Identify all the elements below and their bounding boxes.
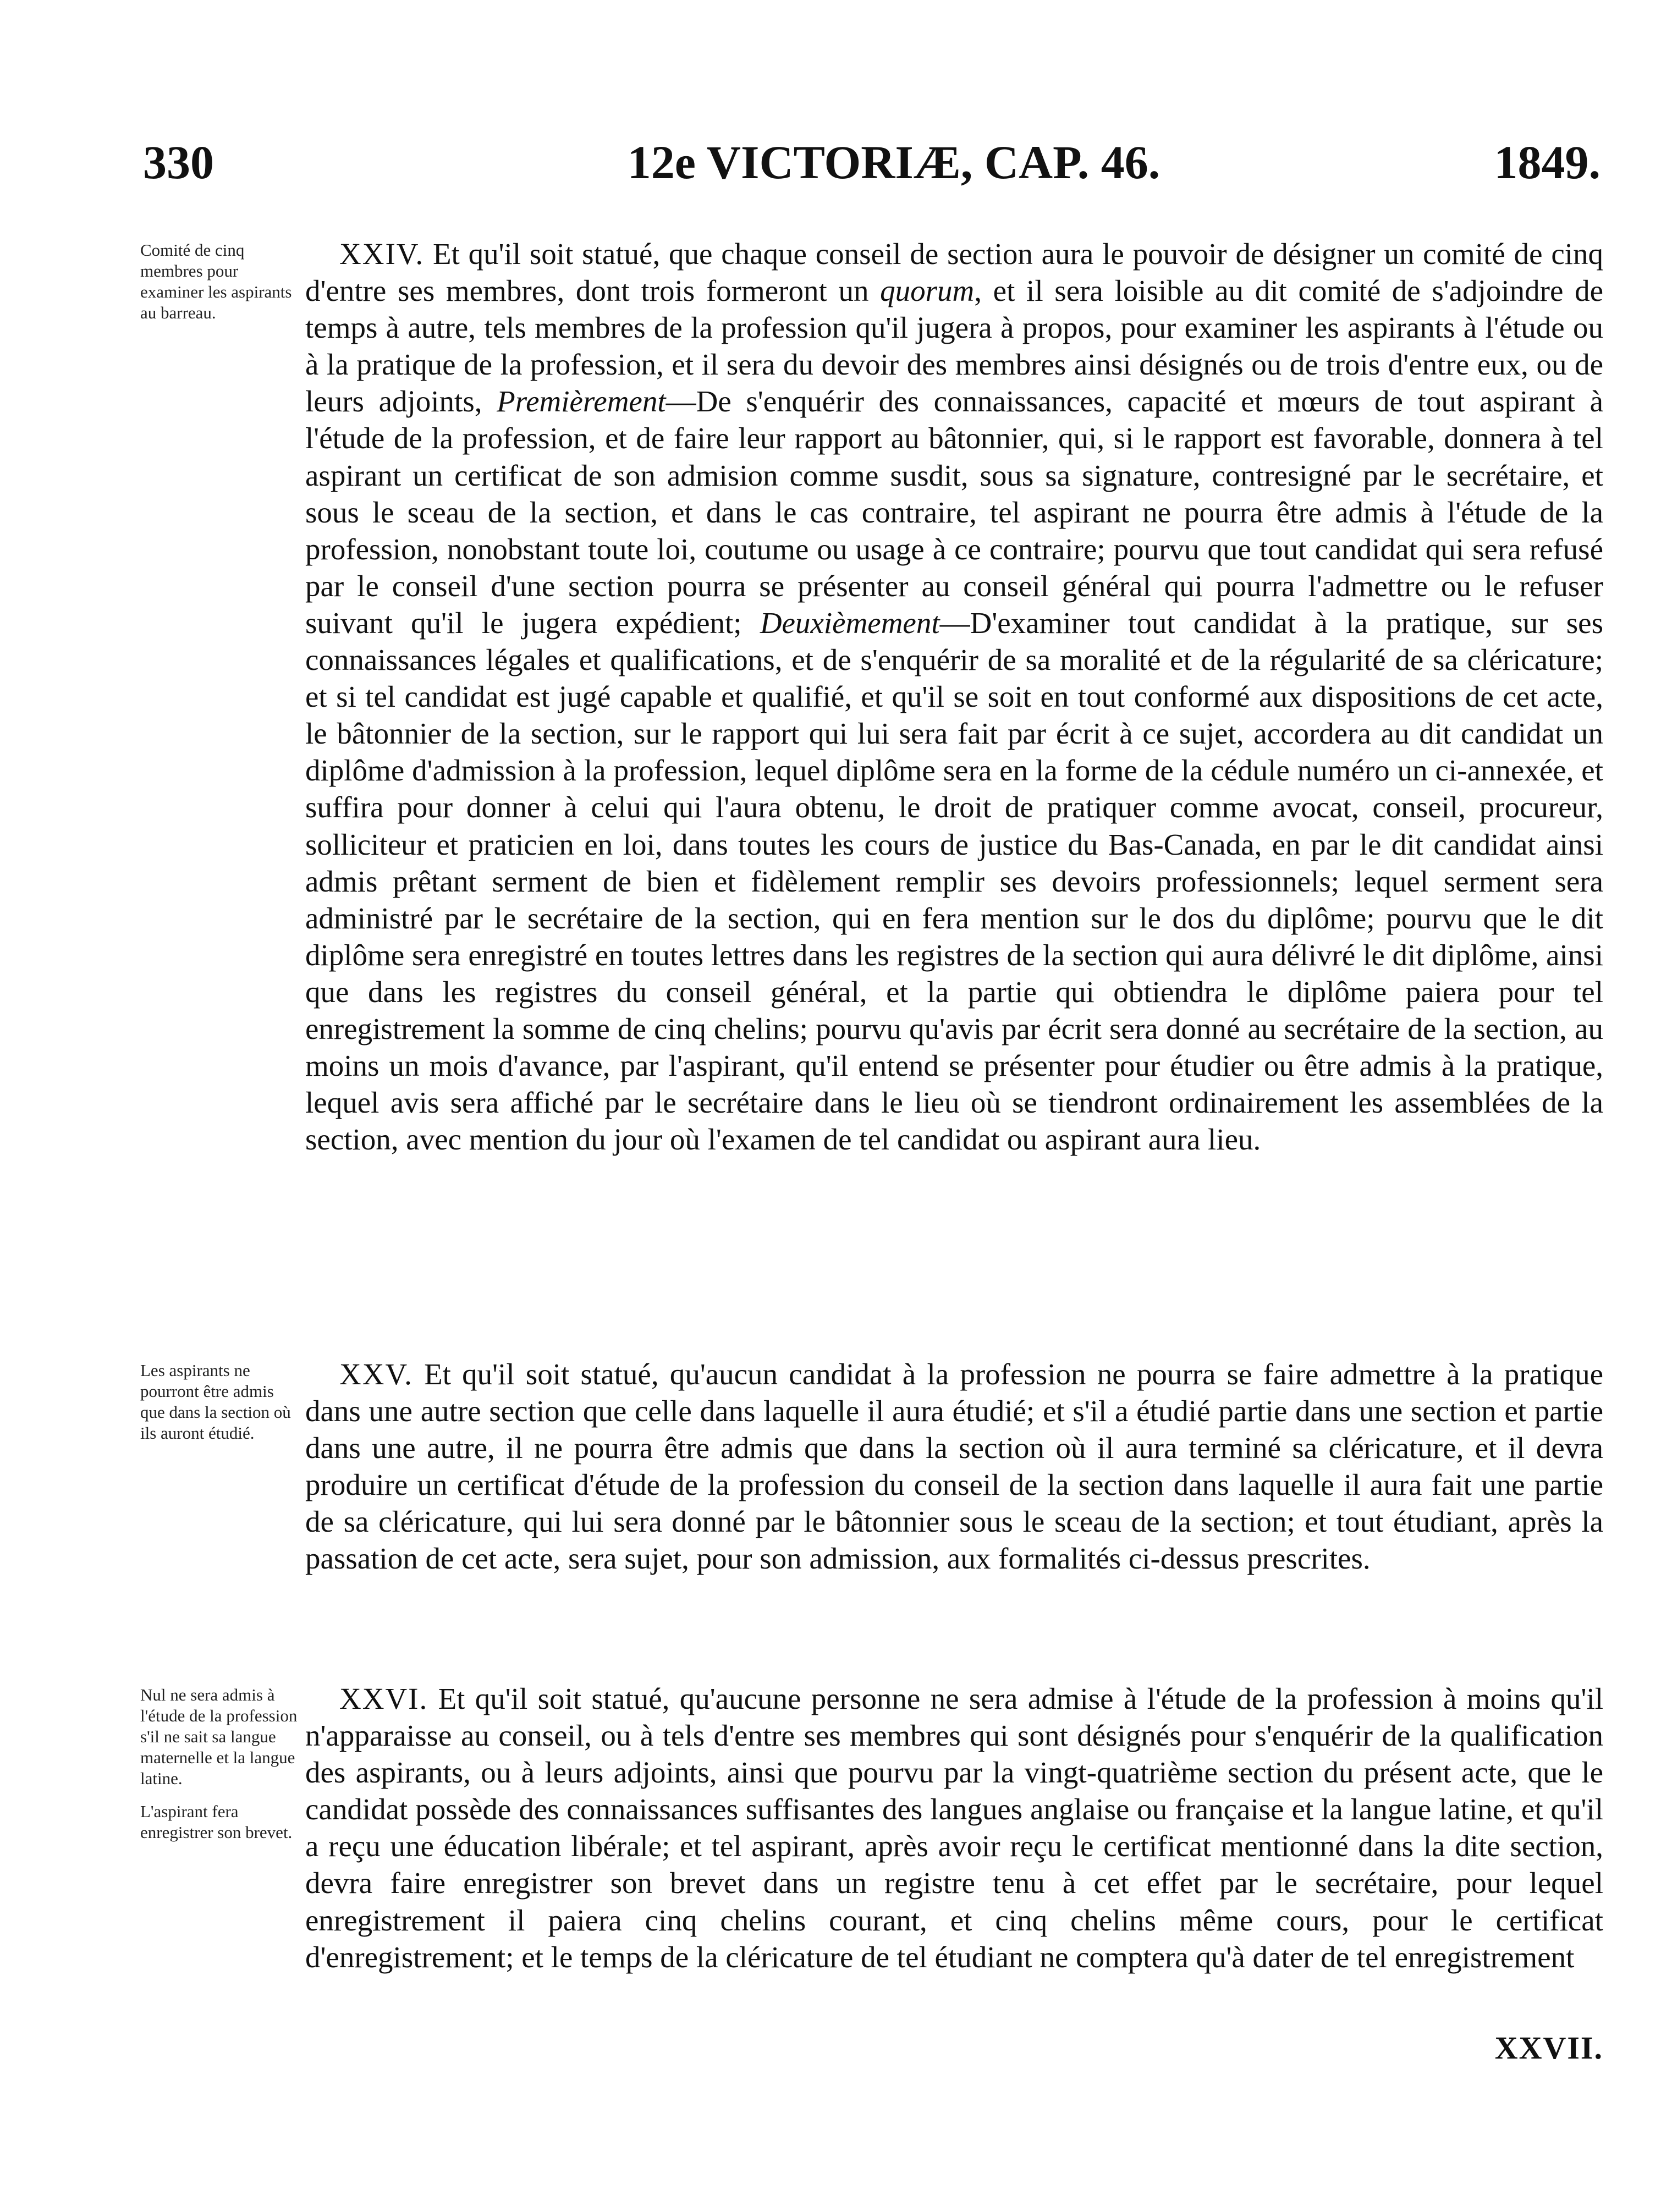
section-number: XXVI. (339, 1682, 428, 1715)
section-text: Et qu'il soit statué, qu'aucun candidat à la profession ne pourra se faire admettre à la pratique dans une autre section que celle dans laquelle il aura étudié; et s'il a étudié partie dans une section et partie dans une autre, il ne pourra être admis que dans la section où il aura terminé sa cléricature, et il devra produire un certificat d'étude de la profession du conseil de la section dans laquelle il aura fait une partie de sa cléricature, qui lui sera donné par le bâtonnier sous le sceau de la section; et tout étudiant, après la passation de cet acte, sera sujet, pour son admission, aux formalités ci-dessus prescrites. (305, 1357, 1603, 1576)
section-body (305, 1680, 1603, 1976)
section-body (305, 235, 1603, 1158)
section-number: XXV. (339, 1357, 413, 1391)
italic-term: Premièrement (497, 384, 666, 419)
section-body (305, 1356, 1603, 1577)
italic-term: Deuxièmement (760, 606, 940, 640)
margin-note-text: Nul ne sera admis à l'étude de la profession s'il ne sait sa langue maternelle et la langue latine. (140, 1685, 298, 1788)
section-text: —D'examiner tout candidat à la pratique, sur ses connaissances légales et qualifications, et de s'enquérir de sa moralité et de la régularité de sa cléricature; et si tel candidat est jugé capable et qualifié, et qu'il se soit en tout conformé aux dispositions de cet acte, le bâtonnier de la section, sur le rapport qui lui sera fait par écrit à ce sujet, accordera au dit candidat un diplôme d'admission à la profession, lequel diplôme sera en la forme de la cédule numéro un ci-annexée, et suffira pour donner à celui qui l'aura obtenu, le droit de pratiquer comme avocat, conseil, procureur, solliciteur et praticien en loi, dans toutes les cours de justice du Bas-Canada, en par le dit candidat ainsi admis prêtant serment de bien et fidèlement remplir ses devoirs professionnels; lequel serment sera administré par le secrétaire de la section, qui en fera mention sur le dos du diplôme; pourvu que le dit diplôme sera enregistré en toutes lettres dans les registres de la section qui aura délivré le dit diplôme, ainsi que dans les registres du conseil général, et la partie qui obtiendra le diplôme paiera pour tel enregistrement la somme de cinq chelins; pourvu qu'avis par écrit sera donné au secrétaire de la section, au moins un mois d'avance, par l'aspirant, qu'il entend se présenter pour étudier ou être admis à la pratique, lequel avis sera affiché par le secrétaire dans le lieu où se tiendront ordinairement les assemblées de la section, avec mention du jour où l'examen de tel candidat ou aspirant aura lieu. (305, 606, 1603, 1157)
margin-note-text: L'aspirant fera enregistrer son brevet. (140, 1802, 293, 1842)
margin-note-text: Comité de cinq membres pour examiner les aspirants au barreau. (140, 240, 292, 322)
catchword: XXVII. (1494, 2030, 1603, 2066)
section-text: Et qu'il soit statué, que chaque conseil de section aura le pouvoir de désigner un comité de cinq d'entre ses membres, dont trois formeront un (305, 237, 1604, 308)
section-text: , et il sera loisible au dit comité de s'adjoindre de temps à autre, tels membres de la profession qu'il jugera à propos, pour examiner les aspirants à l'étude ou à la pratique de la profession, et il sera du devoir des membres ainsi désignés ou de trois d'entre eux, ou de leurs adjoints, (305, 274, 1603, 419)
section-number: XXIV. (339, 237, 425, 271)
margin-note-text: Les aspirants ne pourront être admis que dans la section où ils auront étudié. (140, 1361, 291, 1443)
italic-term: quorum (880, 274, 975, 308)
page-number: 330 (143, 136, 214, 189)
page-header (143, 129, 1601, 195)
section-text: —De s'enquérir des connaissances, capacité et mœurs de tout aspirant à l'étude de la profession, et de faire leur rapport au bâtonnier, qui, si le rapport est favorable, donnera à tel aspirant un certificat de son admision comme susdit, sous sa signature, contresigné par le secrétaire, et sous le sceau de la section, et dans le cas contraire, tel aspirant ne pourra être admis à l'étude de la profession, nonobstant toute loi, coutume ou usage à ce contraire; pourvu que tout candidat qui sera refusé par le conseil d'une section pourra se présenter au conseil général qui pourra l'admettre ou le refuser suivant qu'il le jugera expédient; (305, 384, 1603, 640)
margin-note (140, 240, 300, 335)
margin-note (140, 1685, 300, 1855)
running-title: 12e VICTORIÆ, CAP. 46. (627, 136, 1160, 189)
section-text: Et qu'il soit statué, qu'aucune personne ne sera admise à l'étude de la profession à moins qu'il n'apparaisse au conseil, ou à tels d'entre ses membres qui sont désignés pour s'enquérir de la qualification des aspirants, ou à leurs adjoints, ainsi que pourvu par la vingt-quatrième section du présent acte, que le candidat possède des connaissances suffisantes des langues anglaise ou française et la langue latine, et qu'il a reçu une éducation libérale; et tel aspirant, après avoir reçu le certificat mentionné dans la dite section, devra faire enregistrer son brevet dans un registre tenu à cet effet par le secrétaire, pour lequel enregistrement il paiera cinq chelins courant, et cinq chelins même cours, pour le certificat d'enregistrement; et le temps de la cléricature de tel étudiant ne comptera qu'à dater de tel enregistrement (305, 1682, 1604, 1974)
margin-note (140, 1360, 300, 1456)
year: 1849. (1494, 136, 1601, 189)
